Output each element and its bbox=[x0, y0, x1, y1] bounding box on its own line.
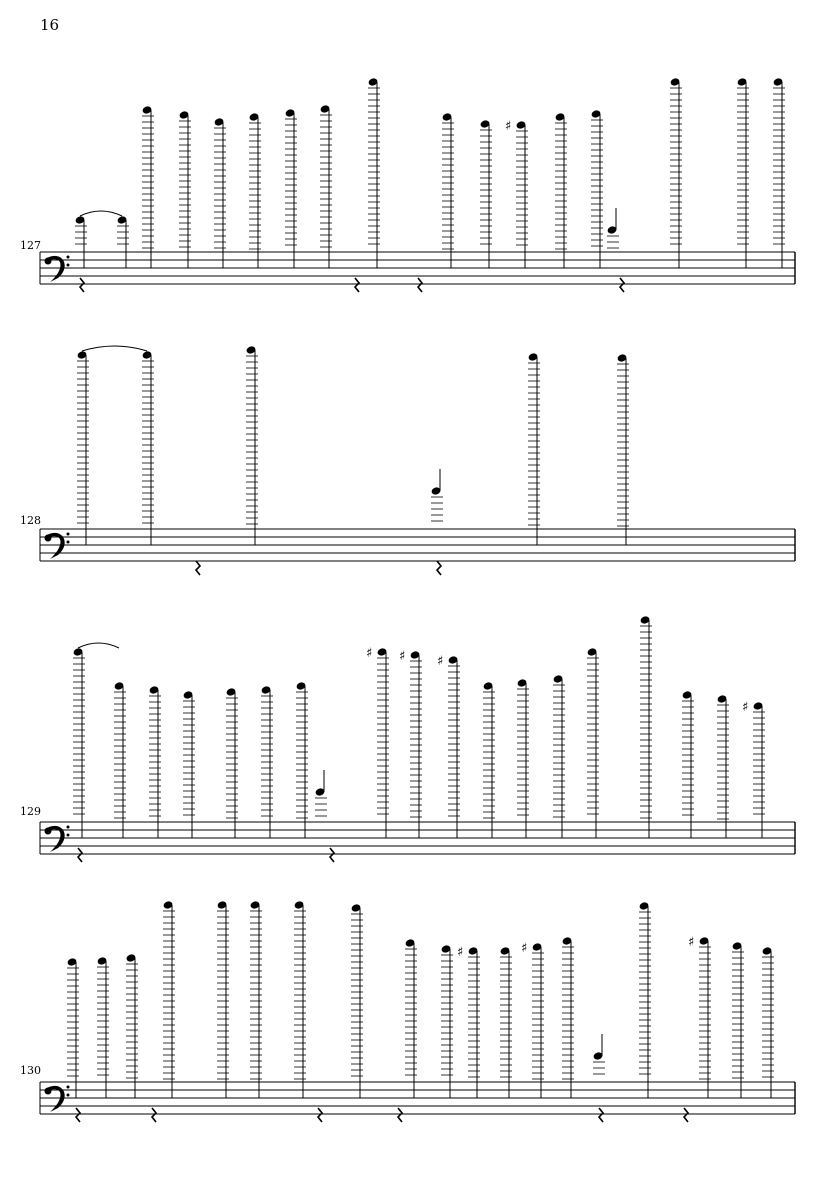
measure-number-130: 130 bbox=[20, 1064, 41, 1077]
quarter-rest bbox=[684, 1108, 688, 1122]
bass-clef-dot bbox=[67, 1086, 70, 1089]
quarter-rest bbox=[78, 848, 82, 862]
sharp-accidental: ♯ bbox=[457, 945, 464, 960]
staff-system-127 bbox=[40, 77, 795, 292]
staff-system-129 bbox=[40, 615, 795, 862]
quarter-rest bbox=[80, 278, 84, 292]
measure-number-129: 129 bbox=[20, 805, 41, 818]
quarter-rest bbox=[437, 561, 441, 575]
sharp-accidental: ♯ bbox=[399, 649, 406, 664]
bass-clef-icon bbox=[45, 1088, 52, 1095]
bass-clef-icon bbox=[45, 535, 52, 542]
bass-clef-dot bbox=[67, 826, 70, 829]
staff-system-128 bbox=[40, 345, 795, 575]
staff-system-130 bbox=[40, 900, 795, 1122]
sharp-accidental: ♯ bbox=[366, 646, 373, 661]
tie bbox=[78, 643, 119, 648]
bass-clef-dot bbox=[67, 264, 70, 267]
bass-clef-icon bbox=[45, 258, 52, 265]
bass-clef-dot bbox=[67, 1094, 70, 1097]
bass-clef-icon bbox=[45, 828, 52, 835]
quarter-rest bbox=[318, 1108, 322, 1122]
sharp-accidental: ♯ bbox=[742, 700, 749, 715]
quarter-rest bbox=[196, 561, 200, 575]
quarter-rest bbox=[599, 1108, 603, 1122]
quarter-rest bbox=[152, 1108, 156, 1122]
measure-number-128: 128 bbox=[20, 514, 41, 527]
sharp-accidental: ♯ bbox=[505, 119, 512, 134]
measure-number-127: 127 bbox=[20, 239, 41, 252]
page-number: 16 bbox=[40, 16, 60, 34]
quarter-rest bbox=[330, 848, 334, 862]
tie bbox=[80, 211, 122, 216]
quarter-rest bbox=[620, 278, 624, 292]
sharp-accidental: ♯ bbox=[437, 654, 444, 669]
bass-clef-dot bbox=[67, 256, 70, 259]
bass-clef-dot bbox=[67, 541, 70, 544]
bass-clef-dot bbox=[67, 834, 70, 837]
bass-clef-dot bbox=[67, 533, 70, 536]
sharp-accidental: ♯ bbox=[688, 935, 695, 950]
quarter-rest bbox=[418, 278, 422, 292]
quarter-rest bbox=[355, 278, 359, 292]
quarter-rest bbox=[76, 1108, 80, 1122]
sharp-accidental: ♯ bbox=[521, 941, 528, 956]
tie bbox=[82, 346, 147, 351]
quarter-rest bbox=[398, 1108, 402, 1122]
